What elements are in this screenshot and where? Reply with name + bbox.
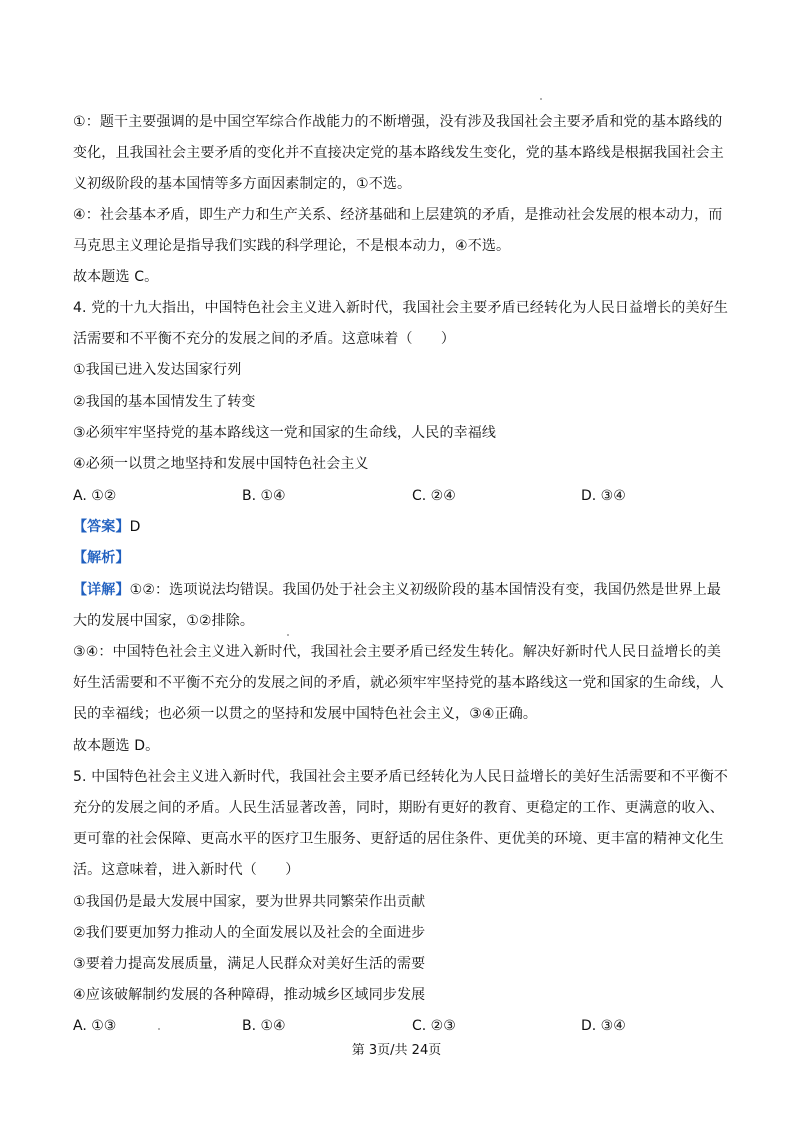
question-5-option-a: A. ①③ xyxy=(73,1018,117,1034)
question-4-option-b: B. ①④ xyxy=(242,488,286,504)
question-5-option-c: C. ②③ xyxy=(412,1018,456,1034)
page-number: 第 3页/共 24页 xyxy=(351,1043,442,1058)
detail-line: 好生活需要和不平衡不充分的发展之间的矛盾，就必须牢牢坚持党的基本路线这一党和国家的生命线，人 xyxy=(73,675,724,691)
detail-label: 详解 xyxy=(87,582,116,598)
question-5-option-b: B. ①④ xyxy=(242,1018,286,1034)
explanation-line: 义初级阶段的基本国情等多方面因素制定的，①不选。 xyxy=(73,176,412,192)
speck xyxy=(158,1028,160,1030)
detail-line: 大的发展中国家，①②排除。 xyxy=(73,613,255,629)
analysis-label: 解析 xyxy=(87,550,116,566)
explanation-line: 变化，且我国社会主要矛盾的变化并不直接决定党的基本路线发生变化，党的基本路线是根据我国社会主 xyxy=(73,145,724,161)
question-5-stem: 充分的发展之间的矛盾。人民生活显著改善，同时，期盼有更好的教育、更稳定的工作、更满意的收入、 xyxy=(73,800,724,816)
answer-value: D xyxy=(129,519,141,535)
question-5-stem: 5. 中国特色社会主义进入新时代，我国社会主要矛盾已经转化为人民日益增长的美好生活需要和不平衡不 xyxy=(73,769,729,785)
conclusion-line: 故本题选 C。 xyxy=(73,269,159,285)
explanation-line: ④：社会基本矛盾，即生产力和生产关系、经济基础和上层建筑的矛盾，是推动社会发展的根本动力，而 xyxy=(73,207,723,223)
detail-bracket-open: 【 xyxy=(73,582,88,598)
answer-bracket-open: 【 xyxy=(73,519,88,535)
question-4-statement: ①我国已进入发达国家行列 xyxy=(73,362,242,378)
detail-line: ③④：中国特色社会主义进入新时代，我国社会主要矛盾已经发生转化。解决好新时代人民日益增长的美 xyxy=(73,644,721,660)
analysis-bracket-close: 】 xyxy=(115,550,130,566)
question-5-stem: 更可靠的社会保障、更高水平的医疗卫生服务、更舒适的居住条件、更优美的环境、更丰富的精神文化生 xyxy=(73,831,724,847)
question-4-statement: ③必须牢牢坚持党的基本路线这一党和国家的生命线，人民的幸福线 xyxy=(73,425,497,441)
conclusion-line: 故本题选 D。 xyxy=(73,738,160,754)
question-4-statement: ④必须一以贯之地坚持和发展中国特色社会主义 xyxy=(73,456,369,472)
answer-line xyxy=(73,517,733,537)
analysis-bracket-open: 【 xyxy=(73,550,88,566)
question-4-stem: 4. 党的十九大指出，中国特色社会主义进入新时代，我国社会主要矛盾已经转化为人民日益增长的美好生 xyxy=(73,300,729,316)
question-5-statement: ②我们要更加努力推动人的全面发展以及社会的全面进步 xyxy=(73,925,426,941)
explanation-line: ①：题干主要强调的是中国空军综合作战能力的不断增强，没有涉及我国社会主要矛盾和党的基本路线的 xyxy=(73,114,723,130)
question-5-statement: ①我国仍是最大发展中国家，要为世界共同繁荣作出贡献 xyxy=(73,894,426,910)
question-4-option-a: A. ①② xyxy=(73,488,117,504)
question-5-option-d: D. ③④ xyxy=(581,1018,626,1034)
detail-line xyxy=(73,580,733,600)
question-5-stem: 活。这意味着，进入新时代（ ） xyxy=(73,862,300,878)
speck xyxy=(287,634,289,636)
analysis-heading xyxy=(73,548,733,568)
question-5-statement: ④应该破解制约发展的各种障碍，推动城乡区域同步发展 xyxy=(73,987,426,1003)
question-4-statement: ②我国的基本国情发生了转变 xyxy=(73,394,256,410)
question-4-option-c: C. ②④ xyxy=(412,488,456,504)
answer-label: 答案 xyxy=(87,519,116,535)
question-4-stem: 活需要和不平衡不充分的发展之间的矛盾。这意味着（ ） xyxy=(73,331,456,347)
question-4-option-d: D. ③④ xyxy=(581,488,626,504)
speck xyxy=(540,98,542,100)
detail-bracket-close: 】 xyxy=(115,582,130,598)
detail-line: 民的幸福线；也必须一以贯之的坚持和发展中国特色社会主义，③④正确。 xyxy=(73,706,538,722)
explanation-line: 马克思主义理论是指导我们实践的科学理论，不是根本动力，④不选。 xyxy=(73,238,511,254)
detail-text: ①②：选项说法均错误。我国仍处于社会主义初级阶段的基本国情没有变，我国仍然是世界上最 xyxy=(129,582,722,598)
answer-bracket-close: 】 xyxy=(115,519,130,535)
question-5-statement: ③要着力提高发展质量，满足人民群众对美好生活的需要 xyxy=(73,956,426,972)
